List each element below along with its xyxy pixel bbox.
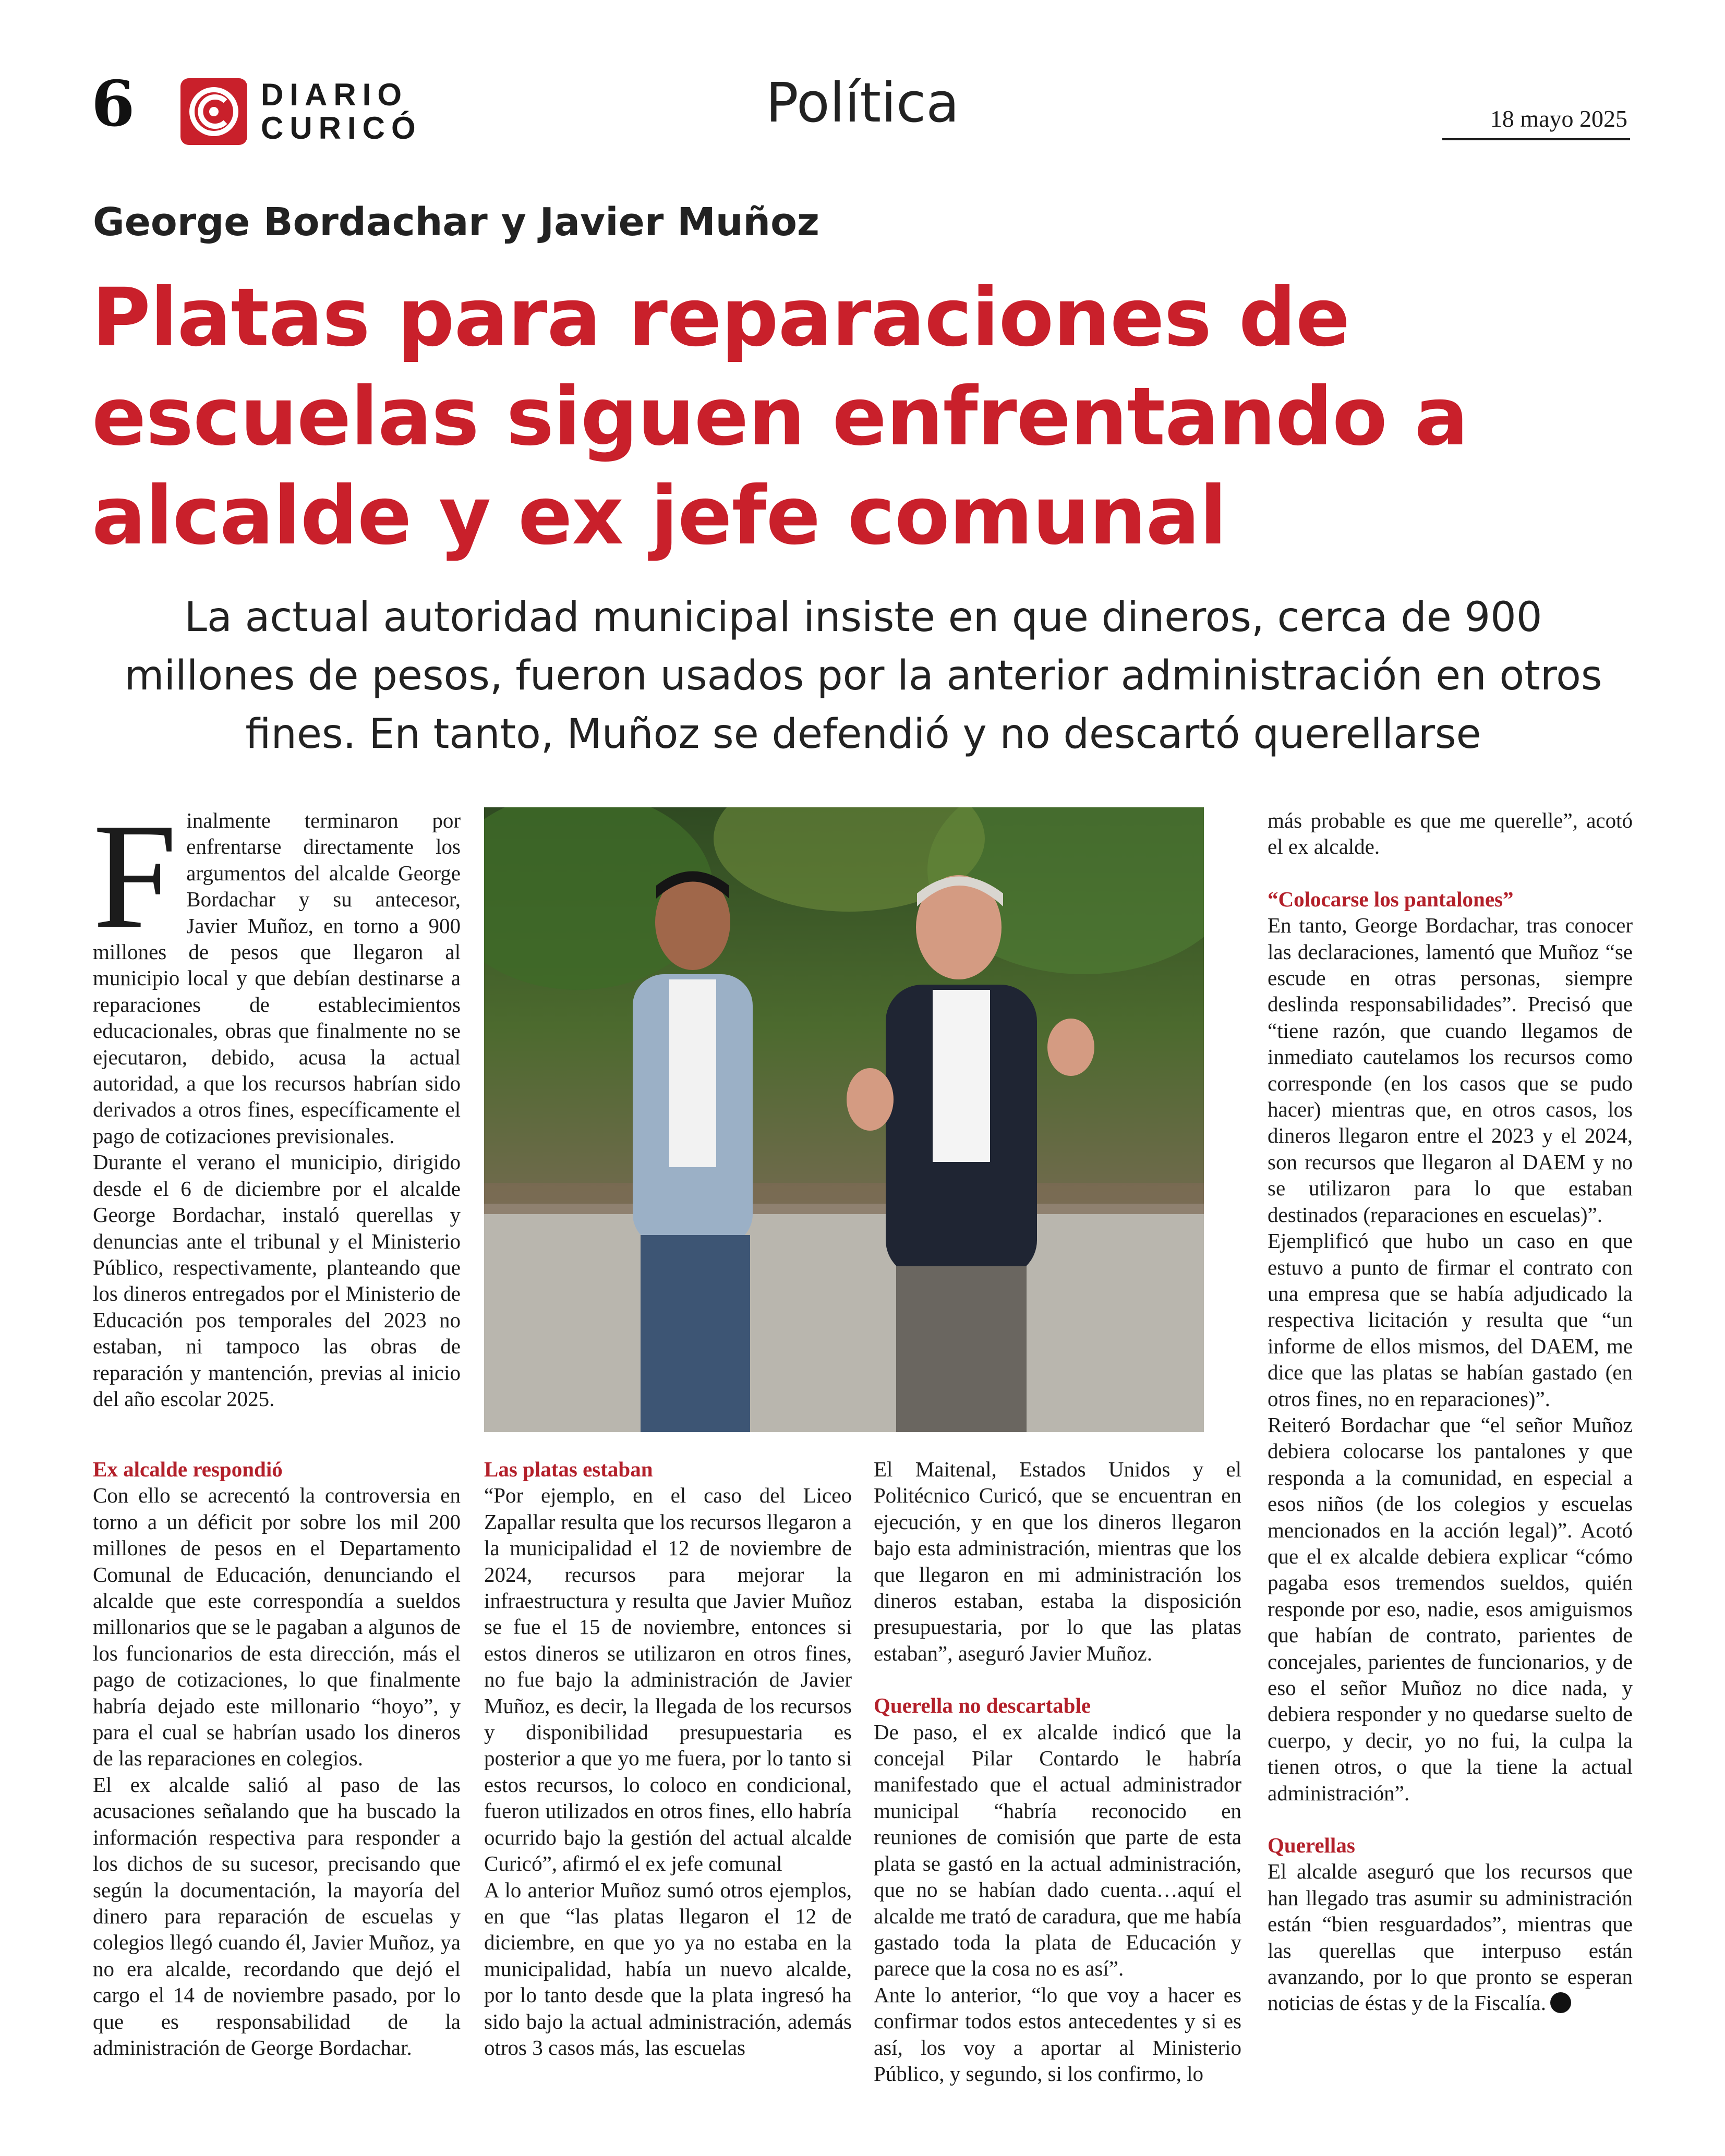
subheading: “Colocarse los pantalones”: [1268, 887, 1514, 911]
logo-line-1: DIARIO: [261, 77, 408, 112]
page-number: 6: [91, 67, 135, 141]
date-rule: [1442, 138, 1630, 140]
issue-date: 18 mayo 2025: [1490, 105, 1627, 132]
article-headline: Platas para reparaciones de escuelas siguen enfrentando a alcalde y ex jefe comunal: [92, 271, 1468, 563]
paragraph: El ex alcalde salió al paso de las acusaciones señalando que ha buscado la información respectiva para responder a los dichos de su sucesor, precisando que según la documentación, la mayoría del dinero para reparación de escuelas y colegios llegó cuando él, Javier Muñoz, ya no era alcalde, recordando que dejó el cargo el 14 de noviembre pasado, por lo que es responsabilidad de la administración de George Bordachar.: [93, 1772, 461, 2060]
subheading: Querella no descartable: [874, 1693, 1091, 1718]
column-1-bottom: [93, 1456, 461, 2061]
column-4: [1268, 807, 1633, 2016]
drop-cap: F: [93, 792, 177, 960]
paragraph: En tanto, George Bordachar, tras conocer las declaraciones, lamentó que Muñoz “se escude en otras personas, siempre deslinda responsabilidades”. Precisó que “tiene razón, que cuando llegamos de inmediato cautelamos los recursos como corresponde (en los casos que se pudo hacer) mientras que, en otros casos, los dineros llegaron entre el 2023 y el 2024, son recursos que llegaron al DAEM y no se utilizaron para lo que estaban destinados (reparaciones en escuelas)”.: [1268, 913, 1633, 1227]
article-deck: La actual autoridad municipal insiste en que dineros, cerca de 900 millones de pesos, fueron usados por la anterior administración en otros fines. En tanto, Muñoz se defendió y no descartó querellarse: [124, 594, 1602, 758]
paragraph-text: El alcalde aseguró que los recursos que han llegado tras asumir su administración están “bien resguardados”, mientras que las querellas que interpuso están avanzando, por lo que pronto se esperan noticias de éstas y de la Fiscalía.: [1268, 1859, 1633, 2015]
paragraph: más probable es que me querelle”, acotó el ex alcalde.: [1268, 808, 1633, 859]
paragraph: Con ello se acrecentó la controversia en torno a un déficit por sobre los mil 200 millones de pesos en el Departamento Comunal de Educación, denunciando el alcalde que este correspondía a sueldos millonarios que se le pagaban a algunos de los funcionarios de esta dirección, más el pago de cotizaciones, lo que finalmente habría dejado este millonario “hoyo”, y para el cual se habrían usado los dineros de las reparaciones en colegios.: [93, 1483, 461, 1771]
spacer: [1268, 1806, 1633, 1832]
spacer: [874, 1666, 1241, 1692]
logo-line-2: CURICÓ: [261, 111, 422, 146]
subheading: Querellas: [1268, 1833, 1355, 1858]
paragraph: “Por ejemplo, en el caso del Liceo Zapallar resulta que los recursos llegaron a la municipalidad el 12 de noviembre de 2024, recursos para mejorar la infraestructura y resulta que Javier Muñoz se fue el 15 de noviembre, entonces si estos dineros se utilizaron en otros fines, no fue bajo la administración de Javier Muñoz, es decir, la llegada de los recursos y disponibilidad presupuestaria es posterior a que yo me fuera, por lo tanto si estos recursos, lo coloco en condicional, fueron utilizados en otros fines, ello habría ocurrido bajo la gestión del actual alcalde Curicó”, afirmó el ex jefe comunal: [484, 1483, 852, 1876]
paragraph: inalmente terminaron por enfrentarse directamente los argumentos del alcalde George Bordachar y su antecesor, Javier Muñoz, en torno a 900 millones de pesos que llegaron al municipio local y que debían destinarse a reparaciones de establecimientos educacionales, obras que finalmente no se ejecutaron, debido, acusa la actual autoridad, a que los recursos habrían sido derivados a otros fines, específicamente el pago de cotizaciones previsionales.: [93, 808, 461, 1148]
paragraph: Durante el verano el municipio, dirigido desde el 6 de diciembre por el alcalde George Bordachar, instaló querellas y denuncias ante el tribunal y el Ministerio Público, respectivamente, planteando que los dineros entregados por el Ministerio de Educación pos temporales del 2023 no estaban, ni tampoco las obras de reparación y mantención, previas al inicio del año escolar 2025.: [93, 1150, 461, 1411]
paragraph: Reiteró Bordachar que “el señor Muñoz debiera colocarse los pantalones y que responda a la comunidad, en especial a esos niños (de los colegios y escuelas mencionados en la acción legal)”. Acotó que el ex alcalde debiera explicar “cómo pagaba esos tremendos sueldos, quién responde por eso, nadie, esos amiguismos que habían de contrato, parientes de concejales, parientes de funcionarios, y de eso el señor Muñoz no dice nada, y debiera responder y no quedarse suelto de cuerpo, y decir, yo no fui, la culpa la tienen otros, o que la tiene la actual administración”.: [1268, 1412, 1633, 1805]
spacer: [1268, 860, 1633, 886]
paragraph: A lo anterior Muñoz sumó otros ejemplos, en que “las platas llegaron el 12 de diciembre, en que yo ya no estaba en la municipalidad, había un nuevo alcalde, por lo tanto desde que la plata ingresó ha sido bajo la actual administración, además otros 3 casos más, las escuelas: [484, 1878, 852, 2060]
article-kicker: George Bordachar y Javier Muñoz: [93, 200, 819, 245]
paragraph: El Maitenal, Estados Unidos y el Politécnico Curicó, que se encuentran en ejecución, y en que los dineros llegaron bajo esta administración, mientras que los que llegaron en mi administración los dineros estaban, estaba la disposición presupuestaria, por lo que las platas estaban”, aseguró Javier Muñoz.: [874, 1457, 1241, 1665]
end-of-article-icon: [1550, 1992, 1571, 2013]
subheading: Ex alcalde respondió: [93, 1457, 283, 1481]
subheading: Las platas estaban: [484, 1457, 653, 1481]
paragraph: De paso, el ex alcalde indicó que la concejal Pilar Contardo le habría manifestado que el actual administrador municipal “habría reconocido en reuniones de comisión que parte de esta plata se gastó en la actual administración, que no se habían dado cuenta…aquí el alcalde me trató de caradura, que me había gastado toda la plata de Educación y parece que la cosa no es así”.: [874, 1719, 1241, 1981]
column-3: [874, 1456, 1241, 2087]
section-title: Política: [765, 71, 959, 135]
paragraph: Ejemplificó que hubo un caso en que estuvo a punto de firmar el contrato con una empresa que se había adjudicado la respectiva licitación y resulta que “un informe de ellos mismos, del DAEM, me dice que las platas se habían gastado (en otros fines, no en reparaciones)”.: [1268, 1229, 1633, 1411]
paragraph: Ante lo anterior, “lo que voy a hacer es confirmar todos estos antecedentes y si es así, los voy a aportar al Ministerio Público, y segundo, si los confirmo, lo: [874, 1982, 1241, 2086]
column-1-top: [93, 792, 461, 1412]
column-2: [484, 1456, 852, 2061]
paragraph-final: [1268, 1858, 1633, 2016]
article-photo: [484, 807, 1204, 1432]
